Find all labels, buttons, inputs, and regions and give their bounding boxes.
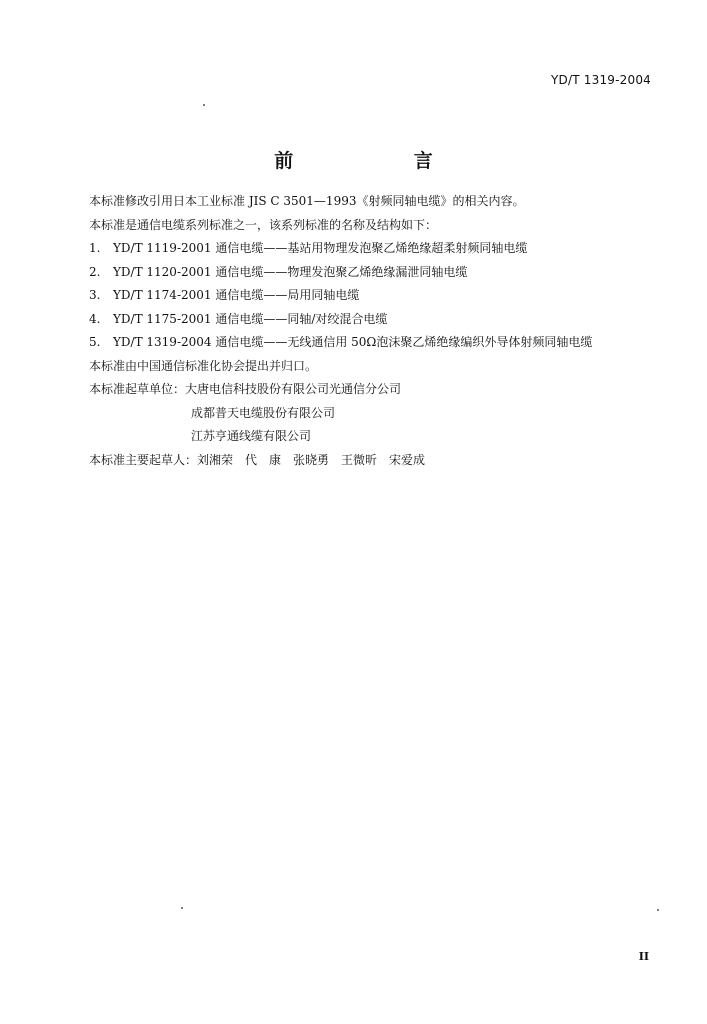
drafting-units-label: 本标准起草单位： [89, 382, 186, 396]
list-item-text: YD/T 1319-2004 通信电缆——无线通信用 50Ω泡沫聚乙烯绝缘编织外导体射频同轴电缆 [113, 335, 593, 349]
drafting-unit: 大唐电信科技股份有限公司光通信分公司 [185, 382, 402, 396]
list-item [89, 308, 669, 332]
list-item-number: 3. [89, 288, 101, 302]
list-item-number: 5. [89, 335, 101, 349]
list-item-number: 2. [89, 264, 101, 279]
document-code: YD/T 1319-2004 [551, 73, 651, 87]
proposal-line: 本标准由中国通信标准化协会提出并归口。 [89, 358, 318, 373]
list-item [89, 237, 669, 261]
drafting-unit: 成都普天电缆股份有限公司 [191, 405, 336, 420]
drafters-label: 本标准主要起草人： [89, 452, 198, 467]
drafting-unit-line [89, 378, 669, 402]
page-number: II [638, 950, 649, 963]
page-title: 前 言 [274, 150, 471, 172]
drafting-unit: 江苏亨通线缆有限公司 [191, 429, 312, 443]
list-item [89, 284, 669, 308]
list-item-text: YD/T 1174-2001 通信电缆——局用同轴电缆 [113, 288, 360, 302]
list-item [89, 331, 669, 355]
list-item-text: YD/T 1175-2001 通信电缆——同轴/对绞混合电缆 [113, 311, 388, 326]
scan-speck [657, 909, 659, 911]
body-text [89, 190, 669, 472]
drafters-line [89, 449, 669, 473]
list-item-text: YD/T 1120-2001 通信电缆——物理发泡聚乙烯绝缘漏泄同轴电缆 [113, 264, 468, 279]
scan-speck [181, 907, 183, 909]
intro-line: 本标准修改引用日本工业标准 JIS C 3501—1993《射频同轴电缆》的相关内容。 [89, 194, 525, 208]
list-item-number: 1. [89, 241, 101, 255]
list-item-text: YD/T 1119-2001 通信电缆——基站用物理发泡聚乙烯绝缘超柔射频同轴电缆 [113, 241, 528, 255]
list-item-number: 4. [89, 311, 101, 326]
scan-speck [203, 104, 205, 106]
intro-line: 本标准是通信电缆系列标准之一，该系列标准的名称及结构如下： [89, 217, 438, 232]
drafting-unit-line [89, 402, 669, 426]
drafting-unit-line [89, 425, 669, 449]
drafters-names: 刘湘荣 代 康 张晓勇 王微昕 宋爱成 [197, 452, 426, 467]
list-item [89, 261, 669, 285]
